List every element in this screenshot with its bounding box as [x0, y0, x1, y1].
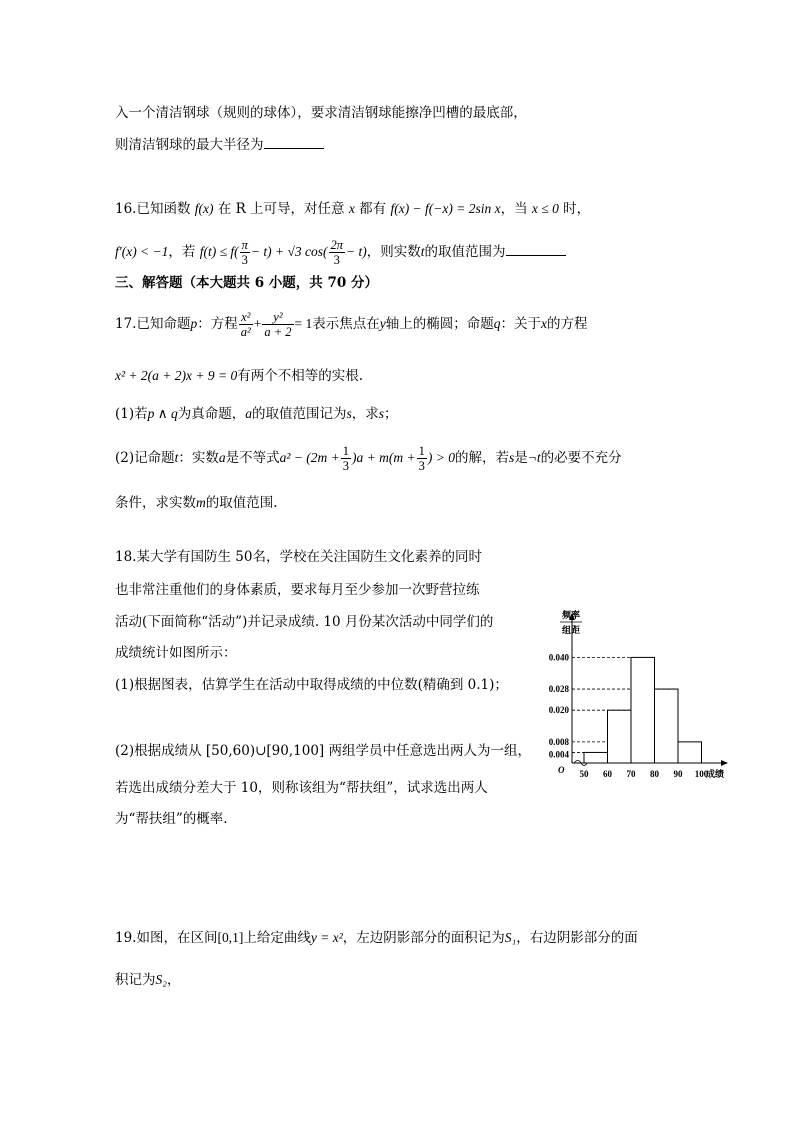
fraction — [341, 444, 351, 473]
q17-math: a — [218, 450, 226, 465]
q16-text: 的取值范围为 — [424, 244, 506, 260]
q17-math: q — [493, 316, 501, 331]
q17-text: 的解，若 — [454, 450, 509, 466]
x-axis-arrow — [721, 760, 728, 766]
q17-text: 是 — [514, 450, 528, 466]
q19-text: ，右边阴影部分的面 — [516, 930, 638, 946]
q16-math: f′(x) < −1 — [115, 244, 169, 259]
q18-line5: (1)根据图表，估算学生在活动中取得成绩的中位数(精确到 0.1)； — [115, 677, 508, 693]
q17-text: 表示焦点在 — [312, 316, 380, 332]
q19-line2 — [115, 970, 180, 990]
q17-text: 条件，求实数 — [115, 495, 196, 511]
q17-line1 — [115, 307, 588, 341]
q16-text: ，当 — [500, 201, 528, 217]
fraction-denominator: 3 — [418, 459, 425, 473]
fraction-denominator: a² — [240, 325, 251, 339]
q15-line1: 入一个清洁钢球（规则的球体），要求清洁钢球能擦净凹槽的最底部， — [115, 105, 527, 121]
q17-line4 — [115, 441, 622, 475]
x-tick-label: 100 — [694, 769, 709, 779]
y-tick-label: 0.020 — [548, 705, 569, 716]
q17-math: m — [196, 495, 206, 510]
q19-text: 积记为 — [115, 972, 156, 988]
fraction-numerator: 2π — [330, 238, 344, 252]
q17-text: ，求 — [351, 406, 379, 422]
fraction — [239, 310, 253, 339]
histogram-bar — [584, 752, 608, 763]
origin-label: O — [558, 765, 565, 775]
q18-line3: 活动(下面简称“活动”)并记录成绩. 10 月份某次活动中同学们的 — [115, 614, 494, 630]
fraction-numerator: y² — [262, 310, 293, 325]
q18-line2: 也非常注重他们的身体素质，要求每月至少参加一次野营拉练 — [115, 582, 480, 598]
q17-text: (1)若 — [115, 406, 148, 422]
y-axis-label-bottom: 组距 — [561, 625, 581, 635]
q17-math: )a + m(m + — [352, 450, 416, 465]
q18-line6: (2)根据成绩从 [50,60)∪[90,100] 两组学员中任意选出两人为一组， — [115, 743, 531, 759]
q17-math: s — [346, 406, 352, 421]
q17-math: s — [508, 450, 515, 465]
q19-text: 19.如图，在区间 — [115, 930, 218, 946]
fraction — [262, 310, 293, 339]
fraction — [417, 444, 427, 473]
q17-math: ) > 0 — [427, 450, 455, 465]
q16-math: x — [348, 201, 355, 216]
q17-text: 有两个不相等的实根. — [237, 368, 364, 384]
q19-line1 — [115, 928, 638, 948]
q19-math: y = x² — [310, 930, 343, 945]
x-tick-label: 60 — [603, 769, 612, 779]
y-axis-label-top: 频率 — [561, 610, 581, 620]
fraction — [329, 238, 346, 267]
q17-text: ； — [384, 406, 398, 422]
q16-math: − t) + √3 cos( — [250, 244, 328, 259]
q16-text: ，则实数 — [366, 244, 421, 260]
q17-text: 轴上的椭圆；命题 — [385, 316, 494, 332]
fraction-denominator: 3 — [241, 253, 248, 267]
q17-text: 的必要不充分 — [540, 450, 622, 466]
fraction-numerator: x² — [239, 310, 253, 325]
histogram-bar — [678, 742, 702, 763]
q19-text: ， — [166, 972, 181, 988]
answer-blank[interactable] — [264, 134, 324, 149]
x-axis-label: 成绩 — [706, 769, 725, 779]
q17-line2 — [115, 366, 363, 386]
q17-math: x² + 2(a + 2)x + 9 = 0 — [115, 368, 238, 383]
q15-line2-text: 则清洁钢球的最大半径为 — [115, 137, 264, 153]
x-tick-label: 70 — [626, 769, 636, 779]
histogram-bar — [608, 710, 632, 763]
q17-math: ¬t — [527, 450, 541, 465]
q17-math: + — [253, 316, 262, 331]
q17-text: 的取值范围. — [205, 495, 278, 511]
y-tick-label: 0.028 — [548, 684, 569, 695]
frequency-histogram — [528, 605, 734, 785]
q18-line7: 若选出成绩分差大于 10，则称该组为“帮扶组”，试求选出两人 — [115, 780, 488, 796]
x-tick-label: 50 — [579, 769, 589, 779]
q17-line5 — [115, 493, 278, 513]
y-tick-label: 0.004 — [548, 749, 569, 760]
q19-math: [0,1] — [217, 930, 244, 945]
y-tick-label: 0.008 — [548, 736, 569, 747]
q16-line1 — [115, 199, 590, 219]
q17-text: ：关于 — [500, 316, 542, 332]
q19-math: S₁ — [504, 930, 517, 945]
q18-line1: 18.某大学有国防生 50名，学校在关注国防生文化素养的同时 — [115, 549, 482, 565]
fraction-denominator: 3 — [342, 459, 350, 473]
y-tick-label: 0.040 — [548, 652, 569, 663]
q16-math: x ≤ 0 — [531, 201, 559, 216]
q17-math: x — [541, 316, 548, 331]
q19-text: 上给定曲线 — [243, 930, 311, 946]
fraction-numerator: 1 — [418, 444, 425, 458]
q15-line2 — [115, 134, 324, 155]
q18-line8: 为“帮扶组”的概率. — [115, 811, 228, 827]
fraction-numerator: π — [241, 238, 248, 252]
q16-math: − t) — [346, 244, 367, 259]
x-tick-label: 80 — [650, 769, 659, 779]
histogram-bar — [631, 657, 655, 763]
q16-text: 时， — [563, 201, 591, 217]
q17-text: 为真命题， — [177, 406, 246, 422]
q17-math: a — [245, 406, 253, 421]
x-tick-label: 90 — [673, 769, 683, 779]
q17-text: 17.已知命题 — [115, 316, 191, 332]
q17-math: t — [174, 450, 179, 465]
fraction — [240, 238, 250, 267]
q16-math: f(x) − f(−x) = 2sin x — [390, 201, 501, 216]
histogram-bar — [655, 689, 679, 763]
q17-text: ：方程 — [197, 316, 238, 332]
q17-math: = 1 — [294, 316, 313, 331]
q17-math: y — [379, 316, 386, 331]
q17-text: 的取值范围记为 — [252, 406, 347, 422]
q19-math: S₂ — [155, 972, 167, 987]
section-heading: 三、解答题（本大题共 6 小题，共 70 分） — [115, 275, 378, 291]
q18-line4: 成绩统计如图所示： — [115, 645, 237, 661]
q19-text: ，左边阴影部分的面积记为 — [342, 930, 505, 946]
q17-math: p ∧ q — [147, 406, 178, 421]
fraction-denominator: a + 2 — [264, 325, 292, 339]
q17-math: p — [190, 316, 198, 331]
q17-text: 是不等式 — [225, 450, 280, 466]
q16-text: 都有 — [359, 201, 387, 217]
q16-text: 16.已知函数 — [115, 201, 191, 217]
q16-math: f(t) ≤ f( — [199, 244, 239, 259]
q16-line2 — [115, 237, 566, 267]
q16-text: ，若 — [168, 244, 196, 260]
q17-text: (2)记命题 — [115, 450, 175, 466]
fraction-denominator: 3 — [333, 253, 340, 267]
q17-line3 — [115, 404, 398, 424]
q16-math: t — [420, 244, 425, 259]
q17-text: 的方程 — [547, 316, 588, 332]
fraction-numerator: 1 — [342, 444, 350, 458]
q16-text: 在 R 上可导，对任意 — [217, 201, 345, 217]
q16-math: f(x) — [194, 201, 214, 216]
q17-math: s — [378, 406, 385, 421]
q17-math: a² − (2m + — [279, 450, 340, 465]
answer-blank[interactable] — [506, 241, 566, 256]
q17-text: ：实数 — [178, 450, 219, 466]
